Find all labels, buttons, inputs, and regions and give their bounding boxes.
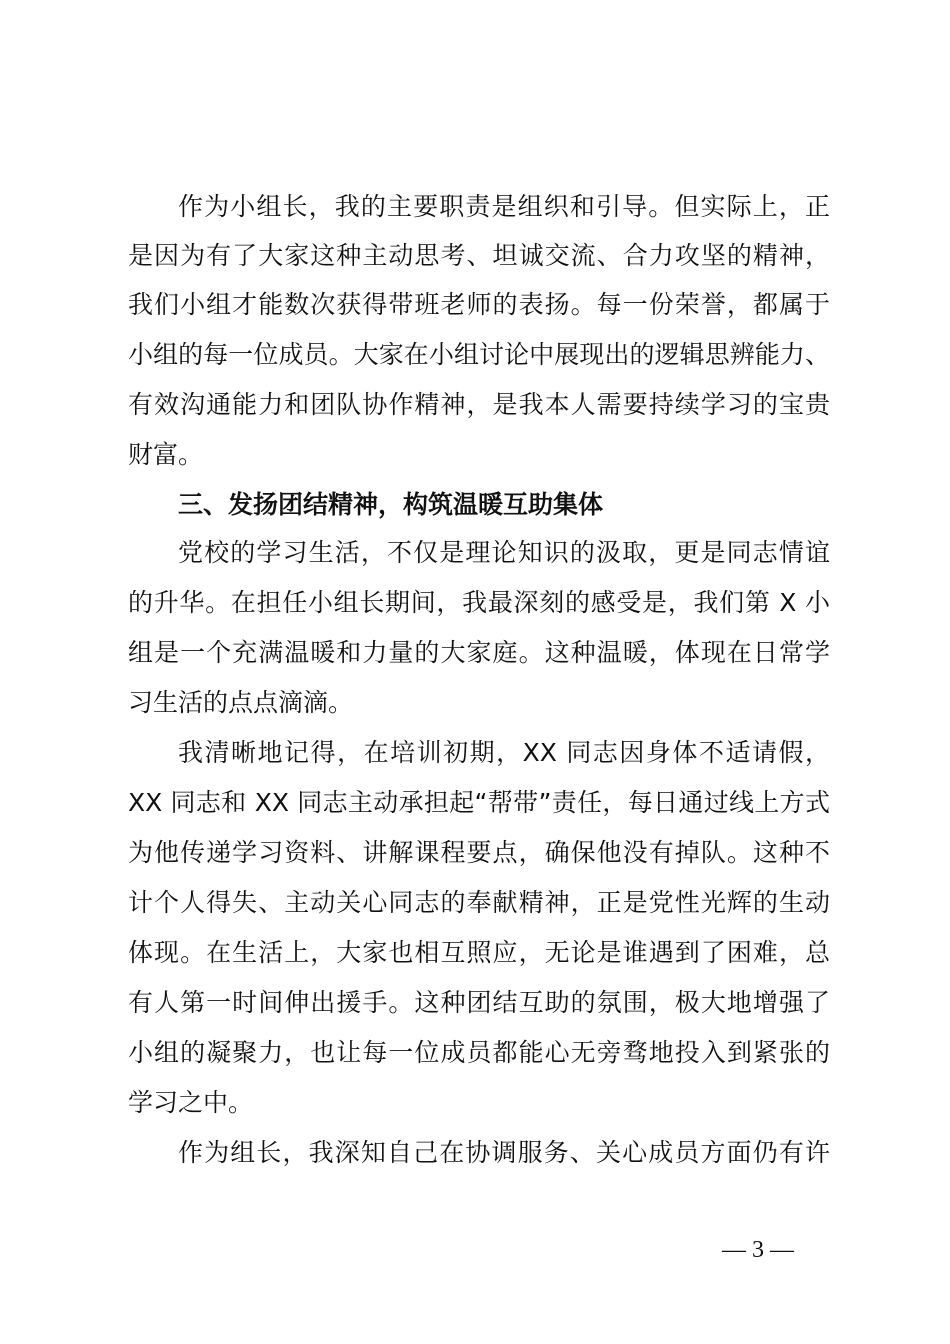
paragraph-line: 小组的每一位成员。大家在小组讨论中展现出的逻辑思辨能力、 bbox=[128, 340, 830, 369]
paragraph-line: XX 同志和 XX 同志主动承担起“帮带”责任，每日通过线上方式 bbox=[128, 788, 830, 817]
paragraph-line: 作为组长，我深知自己在协调服务、关心成员方面仍有许 bbox=[178, 1138, 830, 1167]
paragraph-line: 学习之中。 bbox=[128, 1088, 254, 1117]
page-number: — 3 — bbox=[722, 1237, 794, 1263]
paragraph-line: 体现。在生活上，大家也相互照应，无论是谁遇到了困难，总 bbox=[128, 938, 830, 967]
paragraph-line: 党校的学习生活，不仅是理论知识的汲取，更是同志情谊 bbox=[178, 538, 830, 567]
paragraph-line: 作为小组长，我的主要职责是组织和引导。但实际上，正 bbox=[178, 192, 830, 221]
section-heading: 三、发扬团结精神，构筑温暖互助集体 bbox=[178, 490, 604, 519]
paragraph-line: 财富。 bbox=[128, 440, 204, 469]
paragraph-line: 习生活的点点滴滴。 bbox=[128, 688, 354, 717]
paragraph-line: 计个人得失、主动关心同志的奉献精神，正是党性光辉的生动 bbox=[128, 888, 830, 917]
paragraph-line: 有人第一时间伸出援手。这种团结互助的氛围，极大地增强了 bbox=[128, 988, 830, 1017]
paragraph-line: 我们小组才能数次获得带班老师的表扬。每一份荣誉，都属于 bbox=[128, 290, 830, 319]
paragraph-line: 的升华。在担任小组长期间，我最深刻的感受是，我们第 X 小 bbox=[128, 588, 830, 617]
paragraph-line: 是因为有了大家这种主动思考、坦诚交流、合力攻坚的精神， bbox=[128, 241, 830, 270]
paragraph-line: 有效沟通能力和团队协作精神，是我本人需要持续学习的宝贵 bbox=[128, 390, 830, 419]
paragraph-line: 我清晰地记得，在培训初期，XX 同志因身体不适请假， bbox=[178, 738, 830, 767]
paragraph-line: 组是一个充满温暖和力量的大家庭。这种温暖，体现在日常学 bbox=[128, 638, 830, 667]
paragraph-line: 为他传递学习资料、讲解课程要点，确保他没有掉队。这种不 bbox=[128, 838, 830, 867]
paragraph-line: 小组的凝聚力，也让每一位成员都能心无旁骛地投入到紧张的 bbox=[128, 1038, 830, 1067]
